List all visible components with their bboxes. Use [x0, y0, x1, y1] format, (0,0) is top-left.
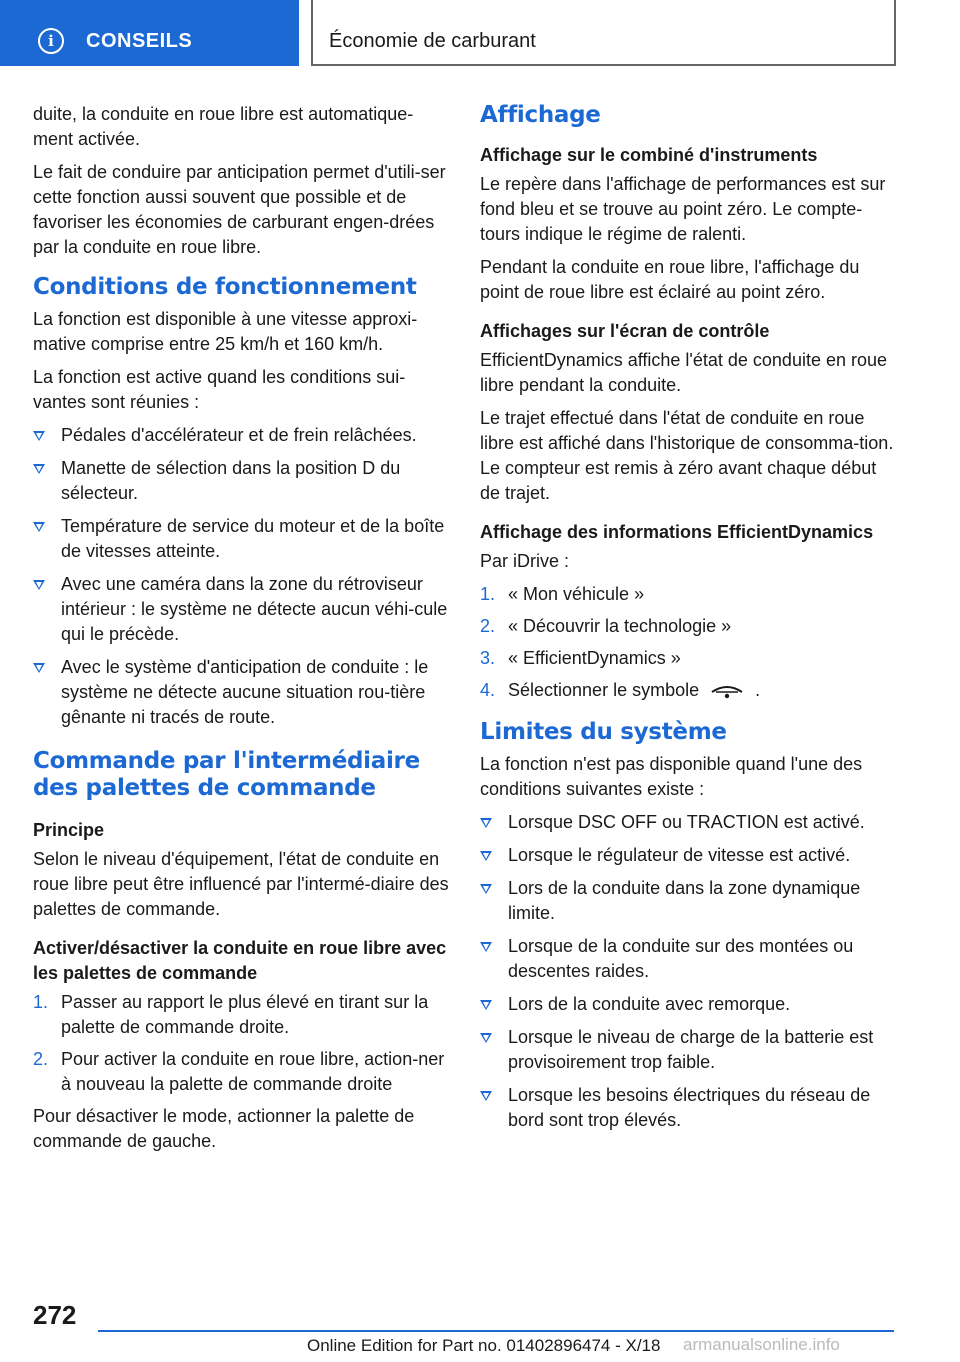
- paragraph: La fonction n'est pas disponible quand l'une des conditions suivantes existe :: [480, 754, 863, 799]
- paragraph: La fonction est disponible à une vitesse approxi-mative comprise entre 25 km/h et 160 km/h.: [33, 309, 418, 354]
- paragraph: Par iDrive :: [480, 551, 570, 571]
- list-item: Pédales d'accélérateur et de frein relâchées.: [33, 423, 453, 448]
- paragraph: Le trajet effectué dans l'état de conduite en roue libre est affiché dans l'historique de consomma-tion. Le compteur est remis à zéro avant chaque début de trajet.: [480, 408, 894, 503]
- section-heading-affichage: Affichage: [480, 102, 601, 128]
- bullet-triangle-icon: [33, 464, 45, 474]
- bullet-triangle-icon: [33, 580, 45, 590]
- right-column: [480, 102, 900, 1141]
- section-heading-conditions: Conditions de fonctionnement: [33, 274, 417, 300]
- bullet-triangle-icon: [480, 1033, 492, 1043]
- list-item: Lorsque le régulateur de vitesse est activé.: [480, 843, 900, 868]
- bullet-triangle-icon: [480, 884, 492, 894]
- bullet-triangle-icon: [33, 431, 45, 441]
- bullet-triangle-icon: [480, 1000, 492, 1010]
- paragraph: EfficientDynamics affiche l'état de conduite en roue libre pendant la conduite.: [480, 350, 888, 395]
- list-item: Avec une caméra dans la zone du rétroviseur intérieur : le système ne détecte aucun véhi-cule qui le précède.: [33, 572, 453, 647]
- list-item: Lorsque le niveau de charge de la batterie est provisoirement trop faible.: [480, 1025, 900, 1075]
- list-item: Lorsque de la conduite sur des montées ou descentes raides.: [480, 934, 900, 984]
- section-heading-commande: Commande par l'intermédiaire des palettes de commande: [33, 748, 420, 801]
- subheading-combine: Affichage sur le combiné d'instruments: [480, 145, 818, 165]
- step-item: 1. Passer au rapport le plus élevé en tirant sur la palette de commande droite.: [33, 992, 429, 1037]
- chapter-header: [311, 0, 896, 66]
- left-column: [33, 102, 453, 1162]
- page-number: 272: [33, 1300, 77, 1330]
- subheading-ecran: Affichages sur l'écran de contrôle: [480, 321, 770, 341]
- paragraph: Le repère dans l'affichage de performances est sur fond bleu et se trouve au point zéro. Le compte-tours indique le régime de ralenti.: [480, 174, 886, 244]
- edition-text: Online Edition for Part no. 01402896474 - X/18: [307, 1336, 661, 1355]
- conditions-list: [33, 423, 453, 730]
- subheading-principe: Principe: [33, 820, 105, 840]
- section-heading-limites: Limites du système: [480, 719, 727, 745]
- coasting-car-icon: [709, 683, 745, 699]
- list-item: Lors de la conduite avec remorque.: [480, 992, 900, 1017]
- step-item: 2. « Découvrir la technologie »: [480, 616, 732, 636]
- subheading-infos: Affichage des informations EfficientDynamics: [480, 522, 874, 542]
- activation-steps: [33, 990, 453, 1097]
- section-tab-label: CONSEILS: [86, 30, 193, 52]
- info-icon: i: [38, 28, 64, 54]
- step-item: 1. « Mon véhicule »: [480, 584, 645, 604]
- list-item: Température de service du moteur et de la boîte de vitesses atteinte.: [33, 514, 453, 564]
- list-item: Avec le système d'anticipation de conduite : le système ne détecte aucune situation rou-tière gênante ni tracés de route.: [33, 655, 453, 730]
- step-item: 4. Sélectionner le symbole .: [480, 680, 761, 700]
- chapter-title: Économie de carburant: [329, 30, 536, 52]
- paragraph: duite, la conduite en roue libre est automatique-ment activée.: [33, 104, 414, 149]
- step-item: 2. Pour activer la conduite en roue libre, action-ner à nouveau la palette de commande droite: [33, 1049, 445, 1094]
- limits-list: [480, 810, 900, 1133]
- paragraph: Pour désactiver le mode, actionner la palette de commande de gauche.: [33, 1106, 415, 1151]
- paragraph: La fonction est active quand les conditions sui-vantes sont réunies :: [33, 367, 406, 412]
- paragraph: Le fait de conduire par anticipation permet d'utili-ser cette fonction aussi souvent que possible et de favoriser les économies de carburant engen-drées par la conduite en roue libre.: [33, 162, 446, 257]
- bullet-triangle-icon: [480, 942, 492, 952]
- list-item: Lors de la conduite dans la zone dynamique limite.: [480, 876, 900, 926]
- list-item: Lorsque DSC OFF ou TRACTION est activé.: [480, 810, 900, 835]
- bullet-triangle-icon: [33, 522, 45, 532]
- list-item: Lorsque les besoins électriques du réseau de bord sont trop élevés.: [480, 1083, 900, 1133]
- step-item: 3. « EfficientDynamics »: [480, 648, 681, 668]
- bullet-triangle-icon: [33, 663, 45, 673]
- paragraph: Pendant la conduite en roue libre, l'affichage du point de roue libre est éclairé au point zéro.: [480, 257, 860, 302]
- paragraph: Selon le niveau d'équipement, l'état de conduite en roue libre peut être influencé par l'intermé-diaire des palettes de commande.: [33, 849, 449, 919]
- bullet-triangle-icon: [480, 1091, 492, 1101]
- bullet-triangle-icon: [480, 818, 492, 828]
- footer-divider: [98, 1330, 894, 1332]
- watermark-text: armanualsonline.info: [683, 1335, 840, 1354]
- bullet-triangle-icon: [480, 851, 492, 861]
- section-tab: [0, 0, 299, 66]
- idrive-steps: [480, 582, 900, 703]
- subheading-activer: Activer/désactiver la conduite en roue libre avec les palettes de commande: [33, 938, 447, 983]
- list-item: Manette de sélection dans la position D du sélecteur.: [33, 456, 453, 506]
